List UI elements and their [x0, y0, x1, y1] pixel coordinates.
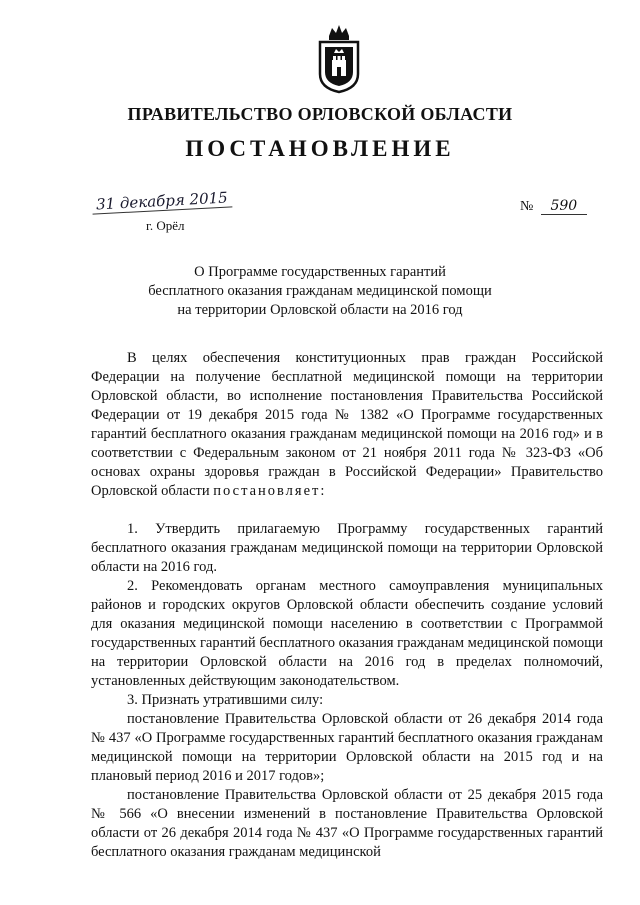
document-subject	[0, 263, 640, 320]
subject-line: О Программе государственных гарантий	[194, 264, 446, 280]
number-label: №	[520, 199, 534, 214]
preamble-text: В целях обеспечения конституционных прав граждан Российской Федерации на получение бесплатной медицинской помощи на территории Орловской области, во исполнение постановления Правительства Российской Федерации от 19 декабря 2015 года № 1382 «О Программе государственных гарантий бесплатного оказания гражданам медицинской помощи на 2016 год» и в соответствии с Федеральным законом от 21 ноября 2011 года № 323-ФЗ «Об основах охраны здоровья граждан в Российской Федерации» Правительство Орловской области	[91, 350, 603, 499]
oryol-coat-of-arms-icon	[316, 22, 362, 94]
clause-3-repealed-act-1: постановление Правительства Орловской области от 26 декабря 2014 года № 437 «О Программе государственных гарантий бесплатного оказания гражданам медицинской помощи на территории Орловской области на 2015 год и на плановый период 2016 и 2017 годов»;	[91, 711, 603, 784]
clause-2: 2. Рекомендовать органам местного самоуправления муниципальных районов и городских округов Орловской области обеспечить создание условий для оказания медицинской помощи населению в соответствии с Программой государственных гарантий бесплатного оказания гражданам медицинской помощи на территории Орловской области на 2016 год в пределах полномочий, установленных действующим законодательством.	[91, 578, 603, 689]
document-body	[91, 349, 603, 862]
clause-1: 1. Утвердить прилагаемую Программу государственных гарантий бесплатного оказания гражданам медицинской помощи на территории Орловской области на 2016 год.	[91, 521, 603, 575]
issuing-authority: ПРАВИТЕЛЬСТВО ОРЛОВСКОЙ ОБЛАСТИ	[127, 104, 513, 124]
document-type-title: ПОСТАНОВЛЕНИЕ	[185, 136, 455, 161]
clause-3-repealed-act-2: постановление Правительства Орловской области от 25 декабря 2015 года № 566 «О внесении изменений в постановление Правительства Орловской области от 26 декабря 2014 года № 437 «О Программе государственных гарантий бесплатного оказания гражданам медицинской	[91, 787, 603, 860]
decree-word: постановляет:	[213, 483, 327, 499]
document-number: 590	[541, 198, 587, 215]
preamble-paragraph	[91, 349, 603, 501]
document-date: 31 декабря 2015	[92, 188, 233, 214]
clause-3: 3. Признать утратившими силу:	[127, 692, 324, 708]
subject-line: на территории Орловской области на 2016 год	[177, 302, 463, 318]
document-city: г. Орёл	[146, 218, 185, 233]
document-number-block	[520, 198, 587, 215]
subject-line: бесплатного оказания гражданам медицинской помощи	[148, 283, 492, 299]
